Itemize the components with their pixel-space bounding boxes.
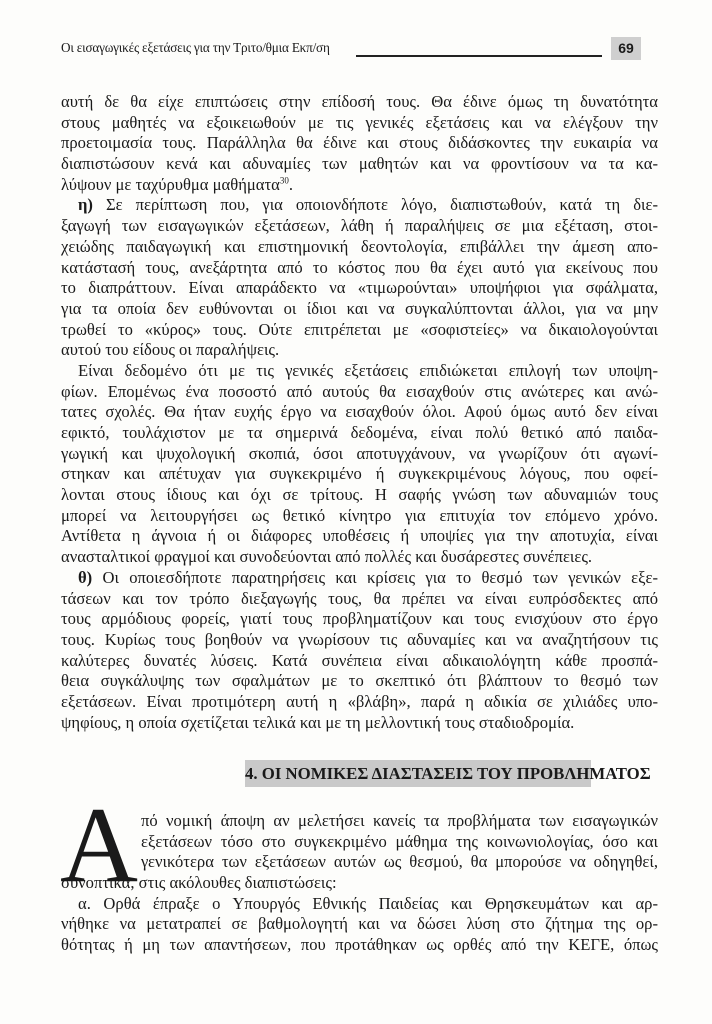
text-line: [61, 547, 658, 568]
text-line: [61, 299, 658, 320]
text-line: [61, 340, 658, 361]
line-text: τατες σχολές. Θα ήταν ευχής έργο να εισαχθούν όλοι. Αφού όμως αυτό δεν είναι: [61, 402, 658, 422]
text-line: [61, 237, 658, 258]
text-line: [61, 154, 658, 175]
line-text: κατάστασή τους, ανεξάρτητα από το κόστος που θα έχει αυτό για εκείνους που: [61, 257, 658, 277]
section-heading: 4. ΟΙ ΝΟΜΙΚΕΣ ΔΙΑΣΤΑΣΕΙΣ ΤΟΥ ΠΡΟΒΛΗΜΑΤΟΣ: [245, 760, 591, 787]
line-text: αυτού του είδους οι παραλήψεις.: [61, 340, 280, 360]
line-text: γωγική και ψυχολογική σκοπιά, όσοι αποτυγχάνουν, να γνωρίζουν ότι αγωνί-: [61, 443, 658, 463]
body-text: [61, 92, 658, 733]
paragraph: [61, 195, 658, 361]
line-text: Αντίθετα η άγνοια ή οι διάφορες υποθέσεις ή υποψίες για την αποτυχία, είναι: [61, 526, 658, 546]
line-text: Είναι δεδομένο ότι με τις γενικές εξετάσεις επιδιώκεται επιλογή των υποψη-: [78, 360, 658, 380]
text-line: [61, 630, 658, 651]
running-header-title: Οι εισαγωγικές εξετάσεις για την Τριτο/θμια Εκπ/ση: [61, 40, 330, 55]
line-text: φίων. Επομένως ένα ποσοστό από αυτούς θα εισαχθούν στις ανώτερες και ανώ-: [61, 381, 658, 401]
line-text: αυτή δε θα είχε επιπτώσεις στην επίδοσή τους. Θα έδινε όμως τη δυνατότητα: [61, 92, 658, 111]
line-text: ψηφίους, η οποία σχετίζεται τελικά και με τη μελλοντική τους σταδιοδρομία.: [61, 712, 575, 732]
text-line: πό νομική άποψη αν μελετήσει κανείς τα προβλήματα των εισαγωγικών: [141, 811, 658, 830]
text-line: [61, 382, 658, 403]
line-text: λύψουν με ταχύρυθμα μαθήματα: [61, 174, 280, 194]
text-line: [61, 464, 658, 485]
text-line: [61, 485, 658, 506]
text-line: α. Ορθά έπραξε ο Υπουργός Εθνικής Παιδείας και Θρησκευμάτων και αρ-: [78, 893, 658, 913]
header-rule: [356, 55, 602, 57]
text-line: [61, 361, 658, 382]
item-marker: θ): [78, 567, 93, 587]
text-line: νήθηκε να μετατραπεί σε βαθμολογητή και να δώσει λύση στο ζήτημα της ορ-: [61, 914, 658, 934]
line-text: στηκαν και απέτυχαν για συγκεκριμένο ή συγκεκριμένους λόγους, που οφεί-: [61, 464, 658, 484]
text-line: [61, 258, 658, 279]
text-line: [61, 133, 658, 154]
footnote-ref: 30: [279, 175, 289, 186]
page-number: 69: [611, 37, 641, 60]
text-line: θότητας ή μη των απαντήσεων, που προτάθηκαν ως ορθές από την ΚΕΓΕ, όπως: [61, 935, 658, 955]
line-text: προετοιμασία τους. Παράλληλα θα έδινε και στους διδάσκοντες την ευκαιρία να: [61, 133, 658, 153]
section-body: [61, 811, 658, 956]
line-text: λονται στους ίδιους και όχι σε τρίτους. Η σαφής γνώση των αδυναμιών τους: [61, 485, 658, 505]
text-line: [61, 175, 658, 196]
line-text: εξετάσεων. Είναι προτιμότερη αυτή η «βλάβη», παρά η αδικία σε χιλιάδες υπο-: [61, 691, 658, 711]
text-line: γενικότερα των εξετάσεων αυτών ως θεσμού, θα μπορούσε να οδηγηθεί,: [141, 852, 658, 872]
text-line: [61, 692, 658, 713]
line-text: .: [288, 174, 293, 194]
text-line: συνοπτικά, στις ακόλουθες διαπιστώσεις:: [61, 873, 337, 893]
text-line: [61, 444, 658, 465]
text-line: [61, 506, 658, 527]
paragraph: [61, 361, 658, 568]
line-text: τους αρμόδιους φορείς, γιατί τους προβληματίζουν και τους ενισχύουν στο έργο: [61, 609, 658, 629]
line-text: στους μαθητές να εξοικειωθούν με τις γενικές εξετάσεις και να ελέγξουν την: [61, 112, 658, 132]
line-text: θεια συγκάλυψης των σφαλμάτων με το σκεπτικό ότι βλάπτουν το θεσμό των: [61, 671, 658, 691]
line-text: για τα οποία δεν ευθύνονται οι ίδιοι και να συγκαλύπτονται άλλοι, για να μην: [61, 298, 658, 318]
line-text: τρωθεί το «κύρος» τους. Ούτε επιτρέπεται με «σοφιστείες» να δικαιολογούνται: [61, 319, 658, 339]
text-line: [61, 402, 658, 423]
line-text: Σε περίπτωση που, για οποιονδήποτε λόγο, διαπιστωθούν, κατά τη διε-: [92, 195, 658, 215]
line-text: τάσεων και τον τρόπο διεξαγωγής τους, θα πρέπει να είναι ευπρόσδεκτες από: [61, 588, 658, 608]
line-text: χειώδης παιδαγωγική και επιστημονική δεοντολογία, επιβάλλει την άμεση απο-: [61, 236, 658, 256]
text-line: [61, 651, 658, 672]
line-text: τους. Κυρίως τους βοηθούν να γνωρίσουν τις αδυναμίες και να αναζητήσουν τις: [61, 629, 658, 649]
line-text: το διαπράττουν. Είναι απαράδεκτο να «τιμωρούνται» υποψήφιοι για σφάλματα,: [61, 278, 658, 298]
text-line: [61, 568, 658, 589]
text-line: εξετάσεων τόσο στο συγκεκριμένο μάθημα της κοινωνιολογίας, όσο και: [141, 831, 658, 851]
line-text: ανασταλτικοί φραγμοί και συνοδεύονται από πολλές και δυσάρεστες συνέπειες.: [61, 547, 593, 567]
text-line: [61, 589, 658, 610]
text-line: [61, 423, 658, 444]
text-line: [61, 671, 658, 692]
text-line: [61, 195, 658, 216]
text-line: [61, 278, 658, 299]
text-line: [61, 526, 658, 547]
text-line: [61, 609, 658, 630]
text-line: [61, 92, 658, 113]
text-line: [61, 216, 658, 237]
text-line: [61, 320, 658, 341]
line-text: Οι οποιεσδήποτε παρατηρήσεις και κρίσεις για το θεσμό των γενικών εξε-: [92, 567, 658, 587]
line-text: μπορεί να λειτουργήσει ως θετικό κίνητρο για επιτυχία τον επόμενο χρόνο.: [61, 505, 658, 525]
text-line: [61, 713, 658, 734]
line-text: ξαγωγή των εισαγωγικών εξετάσεων, λάθη ή παραλήψεις σε μια εξέταση, στοι-: [61, 216, 658, 236]
line-text: καλύτερες δυνατές λύσεις. Κατά συνέπεια είναι αδικαιολόγητη κάθε προσπά-: [61, 650, 658, 670]
line-text: εφικτό, τουλάχιστον με τα σημερινά δεδομένα, είναι πολύ θετικό από παιδα-: [61, 423, 658, 442]
paragraph: [61, 568, 658, 734]
line-text: διαπιστώσουν κενά και αδυναμίες των μαθητών και να φροντίσουν να τα κα-: [61, 154, 658, 174]
paragraph: [61, 92, 658, 195]
item-marker: η): [78, 195, 93, 215]
drop-cap: Α: [60, 786, 138, 905]
text-line: [61, 113, 658, 134]
